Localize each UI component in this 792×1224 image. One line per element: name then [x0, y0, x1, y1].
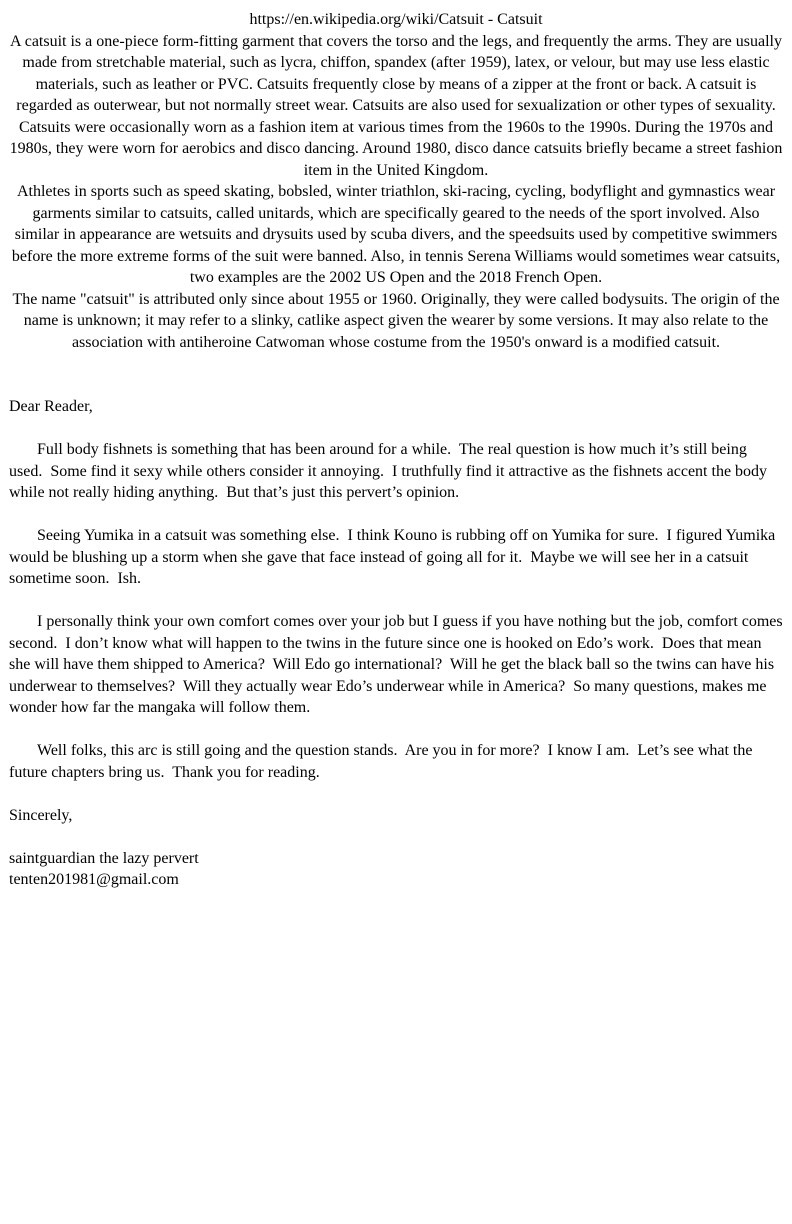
letter-salutation: Dear Reader, [9, 398, 93, 415]
letter-paragraph-2: Seeing Yumika in a catsuit was something else. I think Kouno is rubbing off on Yumika for sure. I figured Yumika would be blushing up a storm when she gave that face instead of going all for it. Maybe we will see her in a catsuit sometime soon. Ish. [9, 527, 780, 587]
wiki-paragraph-3: Athletes in sports such as speed skating, bobsled, winter triathlon, ski-racing, cycling, bodyflight and gymnastics wear garments similar to catsuits, called unitards, which are specifically geared to the needs of the sport involved. Also similar in appearance are wetsuits and drysuits used by scuba divers, and the speedsuits used by competitive swimmers before the more extreme forms of the suit were banned. Also, in tennis Serena Williams would sometimes wear catsuits, two examples are the 2002 US Open and the 2018 French Open. [11, 183, 781, 286]
letter-paragraph-3: I personally think your own comfort comes over your job but I guess if you have nothing but the job, comfort comes second. I don’t know what will happen to the twins in the future since one is hooked on Edo’s work. Does that mean she will have them shipped to America? Will Edo go international? Will he get the black ball so the twins can have his underwear to themselves? Will they actually wear Edo’s underwear while in America? So many questions, makes me wonder how far the mangaka will follow them. [9, 613, 787, 716]
letter-closing: Sincerely, [9, 806, 73, 824]
letter-paragraph-1: Full body fishnets is something that has been around for a while. The real question is how much it’s still being used. Some find it sexy while others consider it annoying. I truthfully find it attractive as the fishnets accent the body while not really hiding anything. But that’s just this pervert’s opinion. [9, 441, 772, 501]
signature-email: tenten201981@gmail.com [9, 871, 179, 888]
wiki-paragraph-1: A catsuit is a one-piece form-fitting garment that covers the torso and the legs, and frequently the arms. They are usually made from stretchable material, such as lycra, chiffon, spandex (after 1959), latex, or velour, but may use less elastic materials, such as leather or PVC. Catsuits frequently close by means of a zipper at the front or back. A catsuit is regarded as outerwear, but not normally street wear. Catsuits are also used for sexualization or other types of sexuality. [10, 32, 782, 114]
wiki-excerpt [9, 31, 783, 354]
source-url-line: https://en.wikipedia.org/wiki/Catsuit - Catsuit [249, 11, 543, 28]
signature-name: saintguardian the lazy pervert [9, 849, 199, 867]
letter [9, 396, 787, 891]
letter-paragraph-4: Well folks, this arc is still going and the question stands. Are you in for more? I know I am. Let’s see what the future chapters bring us. Thank you for reading. [9, 742, 757, 781]
wiki-paragraph-2: Catsuits were occasionally worn as a fashion item at various times from the 1960s to the 1990s. During the 1970s and 1980s, they were worn for aerobics and disco dancing. Around 1980, disco dance catsuits briefly became a street fashion item in the United Kingdom. [9, 118, 783, 179]
wiki-paragraph-4: The name "catsuit" is attributed only since about 1955 or 1960. Originally, they were called bodysuits. The origin of the name is unknown; it may refer to a slinky, catlike aspect given the wearer by some versions. It may also relate to the association with antiheroine Catwoman whose costume from the 1950's onward is a modified catsuit. [12, 290, 780, 351]
